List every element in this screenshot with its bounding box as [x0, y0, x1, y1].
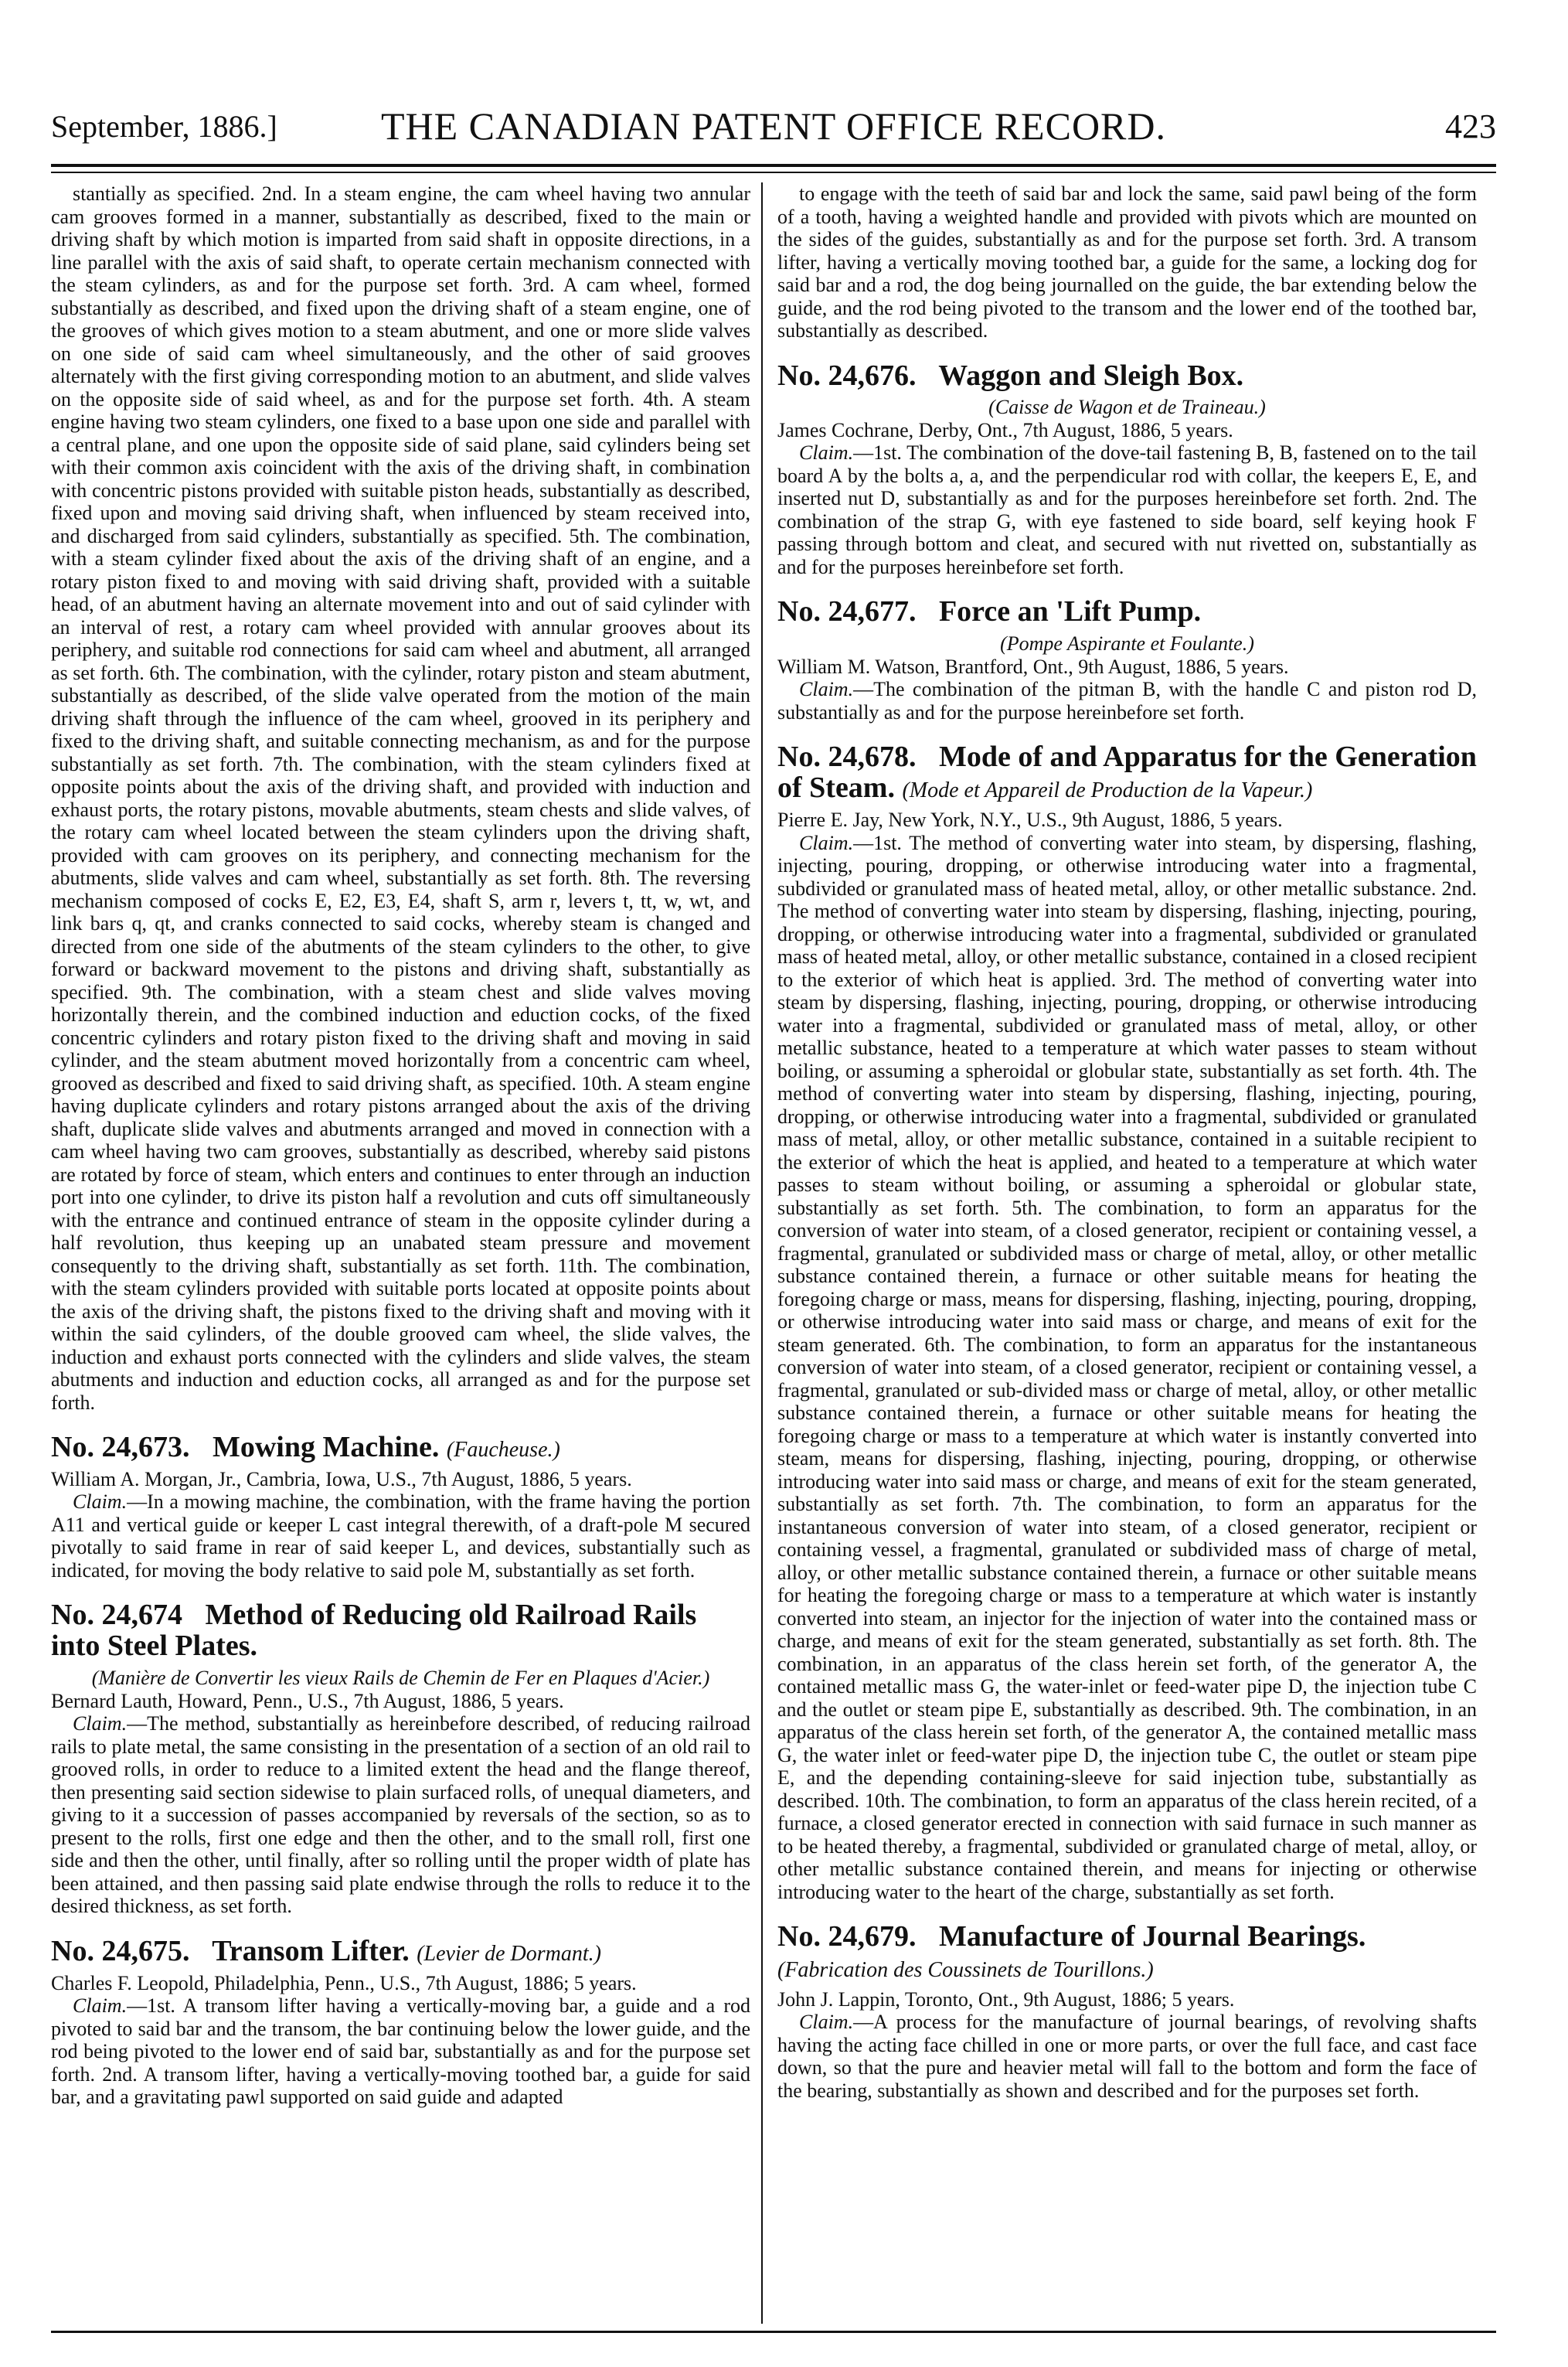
left-column [51, 182, 750, 2109]
header-rule-thin [51, 172, 1496, 173]
patent-number: No. 24,674 [51, 1599, 182, 1632]
applicant-line: John J. Lappin, Toronto, Ont., 9th August, 1886; 5 years. [777, 1987, 1235, 2011]
french-title: (Pompe Aspirante et Foulante.) [1000, 632, 1254, 656]
claim-text: —1st. The combination of the dove-tail fastening B, B, fastened on to the tail board A by the bolts a, a, and the perpendicular rod with collar, the keepers E, E, and inserted nut D, substantially as and for the purposes hereinbefore set forth. 2nd. The combination of the strap G, with eye fastened to side board, self keying hook F passing through bottom and cleat, and secured with nut rivetted on, substantially as and for the purposes hereinbefore set forth. [777, 441, 1477, 578]
entry-heading [51, 1600, 750, 1662]
applicant-line: Bernard Lauth, Howard, Penn., U.S., 7th August, 1886, 5 years. [51, 1689, 564, 1712]
claim-paragraph [51, 1712, 750, 1918]
right-column [777, 182, 1477, 2102]
claim-label: Claim. [73, 1490, 128, 1514]
patent-entry [777, 597, 1477, 724]
claim-paragraph [51, 1490, 750, 1582]
entry-heading [51, 1936, 750, 1967]
claim-label: Claim. [73, 1994, 128, 2018]
patent-entry [51, 1600, 750, 1917]
column-divider [761, 182, 763, 2324]
patent-title: Mode of and Apparatus for the Generation of Steam. [777, 741, 1477, 805]
publication-title: THE CANADIAN PATENT OFFICE RECORD. [380, 104, 1167, 148]
french-title: (Levier de Dormant.) [417, 1941, 601, 1966]
page-header [51, 100, 1496, 155]
applicant-line: Pierre E. Jay, New York, N.Y., U.S., 9th August, 1886, 5 years. [777, 809, 1283, 832]
patent-number: No. 24,673. [51, 1431, 190, 1463]
patent-title: Waggon and Sleigh Box. [938, 359, 1244, 392]
entry-heading [777, 361, 1477, 392]
claim-label: Claim. [799, 441, 854, 465]
applicant-line: William A. Morgan, Jr., Cambria, Iowa, U.S., 7th August, 1886, 5 years. [51, 1467, 632, 1490]
claim-paragraph [777, 2011, 1477, 2102]
claim-label: Claim. [799, 831, 854, 854]
entry-heading [51, 1432, 750, 1463]
continued-claim-text: stantially as specified. 2nd. In a steam engine, the cam wheel having two annular cam grooves formed in a manner, substantially as described, fixed to the main or driving shaft by which motion is imparted from said shaft in opposite directions, in a line parallel with the axis of said shaft, to operate certain mechanism connected with the steam cylinders, as and for the purpose set forth. 3rd. A cam wheel, formed substantially as described, and fixed upon the driving shaft of a steam engine, one of the grooves of which gives motion to a steam abutment, and one or more slide valves on one side of said cam wheel simultaneously, and the other of said grooves alternately with the first giving corresponding motion to an abutment, and slide valves on the opposite side of said wheel, as and for the purpose set forth. 4th. A steam engine having two steam cylinders, one fixed to a base upon one side and parallel with a central plane, and one upon the opposite side of said plane, said cylinders being set with their common axis coincident with the axis of the driving shaft, in combination with concentric pistons provided with suitable piston heads, substantially as described, fixed upon and moving said driving shaft, when influenced by steam received into, and discharged from said cylinders, substantially as specified. 5th. The combination, with a steam cylinder fixed about the axis of the driving shaft of an engine, and a rotary piston fixed to and moving with said driving shaft, provided with a suitable head, of an abutment having an alternate movement into and out of said cylinder with an interval of rest, a rotary cam wheel provided with annular grooves about its periphery, and suitable rod connections for said cam wheel and abutment, all arranged as set forth. 6th. The combination, with the cylinder, rotary piston and steam abutment, substantially as described, of the slide valve operated from the motion of the main driving shaft through the influence of the cam wheel, grooved in its periphery and fixed to the driving shaft, and suitable connecting mechanism, as and for the purpose substantially as set forth. 7th. The combination, with the steam cylinders fixed at opposite points about the axis of the driving shaft, and provided with induction and exhaust ports, the rotary pistons, movable abutments, steam chests and slide valves, of the rotary cam wheel located between the steam cylinders upon the driving shaft, provided with cam grooves on its periphery, and connecting mechanism for the abutments, slide valves and cam wheel, substantially as set forth. 8th. The reversing mechanism composed of cocks E, E2, E3, E4, shaft S, arm r, levers t, tt, w, wt, and link bars q, qt, and cranks connected to said cocks, whereby steam is changed and directed from one side of the abutments of the steam cylinders to the other, to give forward or backward movement to the pistons and driving shaft, substantially as specified. 9th. The combination, with a steam chest and slide valves moving horizontally therein, and the combined induction and eduction cocks, of the fixed concentric cylinders and rotary piston fixed to the driving shaft and moving in said cylinder, and the steam abutment moved horizontally from a concentric cam wheel, grooved as described and fixed to said driving shaft, as specified. 10th. A steam engine having duplicate cylinders and rotary pistons arranged about the axis of the driving shaft, duplicate slide valves and abutments arranged and moved in connection with a cam wheel having two cam grooves, substantially as described, whereby said pistons are rotated by force of steam, which enters and continues to enter through an induction port into one cylinder, to drive its piston half a revolution and cuts off simultaneously with the entrance and continued entrance of steam in the opposite cylinder during a half revolution, thus keeping up an unabated steam pressure and movement consequently to the driving shaft, substantially as set forth. 11th. The combination, with the steam cylinders provided with suitable ports located at opposite points about the axis of the driving shaft, the pistons fixed to the driving shaft and moving with it within the said cylinders, of the double grooved cam wheel, the slide valves, the induction and exhaust ports connected with the cylinders and slide valves, the steam abutments and induction and eduction cocks, all arranged as and for the purpose set forth. [51, 182, 750, 1414]
entry-heading [777, 597, 1477, 628]
patent-title: Transom Lifter. [212, 1934, 410, 1967]
patent-number: No. 24,679. [777, 1920, 917, 1953]
continued-claim-text: to engage with the teeth of said bar and lock the same, said pawl being of the form of a tooth, having a weighted handle and provided with pivots which are mounted on the sides of the guides, substantially as and for the purpose set forth. 3rd. A transom lifter, having a vertically moving toothed bar, a guide for the same, a locking dog for said bar and a rod, the dog being journalled on the guide, the bar extending below the guide, and the rod being pivoted to the transom and the lower end of the toothed bar, substantially as described. [777, 182, 1477, 342]
patent-entry [777, 742, 1477, 1903]
patent-entry [777, 361, 1477, 579]
claim-text: —The combination of the pitman B, with the handle C and piston rod D, substantially as and for the purpose hereinbefore set forth. [777, 678, 1477, 724]
patent-entry [777, 1922, 1477, 2102]
claim-label: Claim. [73, 1712, 128, 1735]
french-title: (Fabrication des Coussinets de Tourillons.) [777, 1957, 1154, 1982]
patent-entry [51, 1432, 750, 1582]
applicant-line: Charles F. Leopold, Philadelphia, Penn., U.S., 7th August, 1886; 5 years. [51, 1971, 637, 1994]
claim-paragraph [51, 1994, 750, 2109]
claim-text: —The method, substantially as hereinbefore described, of reducing railroad rails to plate metal, the same consisting in the presentation of a section of an old rail to grooved rolls, in order to reduce to a limited extent the head and the flange thereof, then presenting said section sidewise to plain surfaced rolls, of unequal diameters, and giving to it a succession of passes accompanied by reversals of the section, so as to present to the rolls, first one edge and then the other, and to the small roll, first one side and then the other, until finally, after so rolling until the proper width of plate has been attained, and then passing said plate endwise through the rolls to reduce it to the desired thickness, as set forth. [51, 1712, 750, 1918]
patent-number: No. 24,675. [51, 1934, 190, 1967]
entry-heading [777, 1922, 1477, 1984]
entry-heading [777, 742, 1477, 804]
patent-title: Mowing Machine. [212, 1431, 440, 1463]
page-number: 423 [1445, 107, 1496, 145]
claim-text: —1st. A transom lifter having a vertically-moving bar, a guide and a rod pivoted to said bar and the transom, the bar continuing below the lower guide, and the rod being pivoted to the lower end of said bar, substantially as and for the purpose set forth. 2nd. A transom lifter, having a vertically-moving toothed bar, a guide for said bar, and a gravitating pawl supported on said guide and adapted [51, 1994, 750, 2109]
claim-text: —A process for the manufacture of journal bearings, of revolving shafts having the acting face chilled in one or more parts, or over the full face, and cast face down, so that the pure and heavier metal will fall to the bottom and form the face of the bearing, substantially as shown and described and for the purposes set forth. [777, 2011, 1477, 2102]
patent-number: No. 24,677. [777, 595, 917, 628]
french-title: (Manière de Convertir les vieux Rails de Chemin de Fer en Plaques d'Acier.) [91, 1667, 710, 1690]
patent-entry [51, 1936, 750, 2109]
patent-number: No. 24,678. [777, 741, 917, 774]
patent-title: Force an 'Lift Pump. [938, 595, 1202, 628]
patent-number: No. 24,676. [777, 359, 917, 392]
claim-paragraph [777, 832, 1477, 1904]
footer-rule [51, 2331, 1496, 2333]
claim-text: —In a mowing machine, the combination, with the frame having the portion A11 and vertical guide or keeper L cast integral therewith, of a draft-pole M secured pivotally to said frame in rear of said keeper L, and devices, substantially such as indicated, for moving the body relative to said pole M, substantially as set forth. [51, 1490, 750, 1582]
french-title: (Faucheuse.) [446, 1438, 560, 1462]
patent-title: Method of Reducing old Railroad Rails into Steel Plates. [51, 1599, 697, 1663]
header-rule-thick [51, 164, 1496, 167]
applicant-line: William M. Watson, Brantford, Ont., 9th August, 1886, 5 years. [777, 655, 1289, 678]
patent-title: Manufacture of Journal Bearings. [938, 1920, 1366, 1953]
claim-label: Claim. [799, 2011, 854, 2034]
french-title: (Caisse de Wagon et de Traineau.) [988, 396, 1266, 419]
applicant-line: James Cochrane, Derby, Ont., 7th August, 1886, 5 years. [777, 418, 1233, 441]
claim-label: Claim. [799, 678, 854, 701]
issue-date: September, 1886.] [51, 109, 277, 144]
claim-paragraph [777, 678, 1477, 724]
claim-paragraph [777, 441, 1477, 578]
french-title: (Mode et Appareil de Production de la Vapeur.) [902, 778, 1313, 803]
claim-text: —1st. The method of converting water into steam, by dispersing, flashing, injecting, pouring, dropping, or otherwise introducing water into a fragmental, subdivided or granulated mass of heated metal, alloy, or other metallic substance. 2nd. The method of converting water into steam by dispersing, flashing, injecting, pouring, dropping, or otherwise introducing water into a fragmental, subdivided or granulated mass of heated metal, alloy, or other metallic substance, contained in a closed recipient to the exterior of which heat is applied. 3rd. The method of converting water into steam by dispersing, flashing, injecting, pouring, dropping, or otherwise introducing water into a fragmental, subdivided or granulated mass of metal, alloy, or other metallic substance, heated to a temperature at which water passes to steam without boiling, or assuming a spheroidal or globular state, substantially as set forth. 4th. The method of converting water into steam by dispersing, flashing, injecting, pouring, dropping, or otherwise introducing water into a fragmental, subdivided or granulated mass of metal, alloy, or other metallic substance, contained in a suitable recipient to the exterior of which the heat is applied, and heated to a temperature at which water passes to steam without boiling, or assuming a spheroidal or globular state, substantially as set forth. 5th. The combination, to form an apparatus for the conversion of water into steam, of a closed generator, recipient or containing vessel, a fragmental, granulated or subdivided mass or charge of metal, alloy, or other metallic substance contained therein, a furnace or other suitable means for heating the foregoing charge or mass, means for dispersing, flashing, injecting, pouring, dropping, or otherwise introducing water into said mass or charge, and means of exit for the steam generated. 6th. The combination, to form an apparatus for the instantaneous conversion of water into steam, of a closed generator, recipient or containing vessel, a fragmental, granulated or sub-divided mass or charge of metal, alloy, or other metallic substance contained therein, a furnace or other suitable means for heating the foregoing charge or mass to a temperature at which water is instantly converted into steam, means for dispersing, flashing, injecting, pouring, dropping, or otherwise introducing water into said mass or charge, and means of exit for the steam generated, substantially as set forth. 7th. The combination, to form an apparatus for the instantaneous conversion of water into steam, of a closed generator, recipient or containing vessel, a fragmental, granulated or subdivided mass of charge of metal, alloy, or other metallic substance contained therein, a furnace or other suitable means for heating the foregoing charge or mass to a temperature at which water is instantly converted into steam, an injector for the injection of water into the contained mass or charge, and means of exit for the steam generated, substantially as set forth. 8th. The combination, in an apparatus of the class herein set forth, of the generator A, the contained metallic mass G, the water-inlet or feed-water pipe D, the injection tube C and the outlet or steam pipe E, substantially as described. 9th. The combination, in an apparatus of the class herein set forth, of the generator A, the contained metallic mass G, the water inlet or feed-water pipe D, the injection tube C, the outlet or steam pipe E, and the depending containing-sleeve for said injection tube, substantially as described. 10th. The combination, to form an apparatus of the class herein recited, of a furnace, a closed generator erected in connection with said furnace in such manner as to be heated thereby, a fragmental, subdivided or granulated charge of metal, alloy, or other metallic substance contained therein, and means for injecting or otherwise introducing water to the heart of the charge, substantially as set forth. [777, 831, 1477, 1903]
